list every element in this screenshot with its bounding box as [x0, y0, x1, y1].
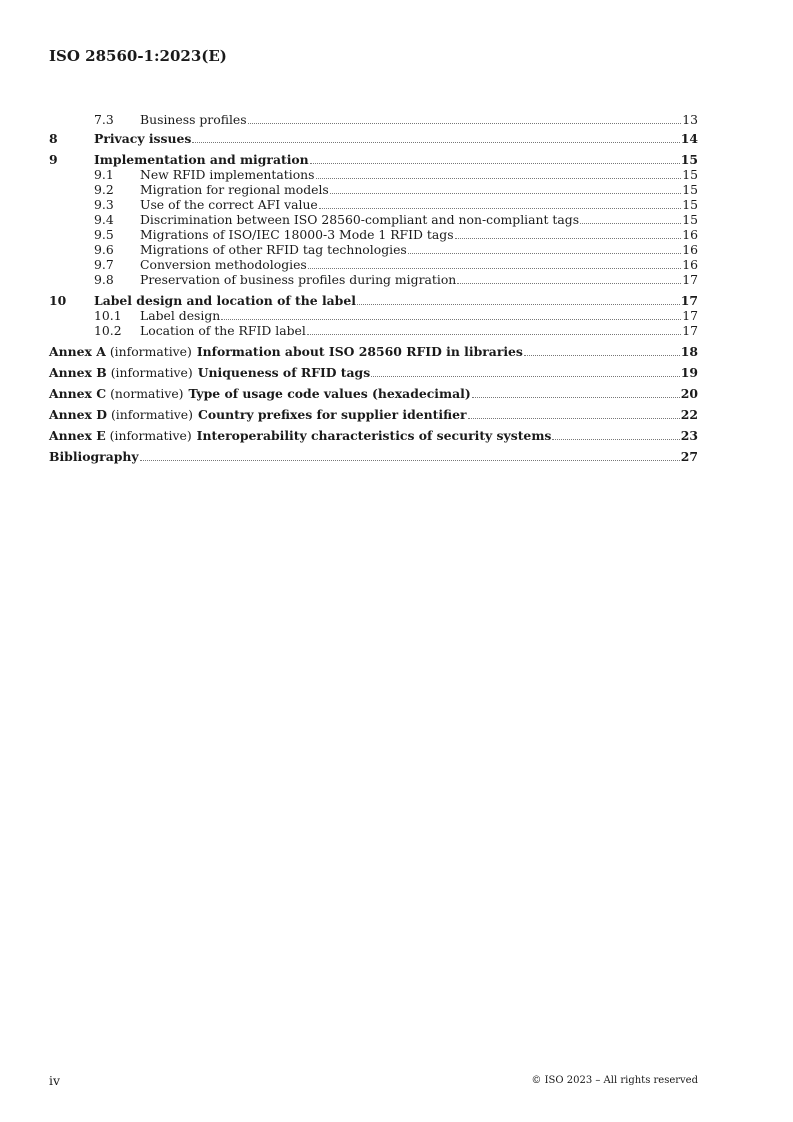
- toc-entry-7-3[interactable]: [49, 112, 698, 127]
- annex-label: Annex C: [49, 386, 107, 401]
- toc-page: 27: [680, 449, 698, 464]
- annex-type: (informative): [110, 365, 193, 380]
- annex-type: (normative): [110, 386, 184, 401]
- toc-leader: [357, 304, 680, 305]
- toc-title: Label design and location of the label: [94, 293, 356, 308]
- toc-leader: [310, 163, 680, 164]
- toc-entry-annex-a[interactable]: [49, 344, 698, 359]
- toc-number: 9: [49, 152, 58, 167]
- toc-title: [49, 386, 471, 401]
- toc-page: 13: [682, 112, 698, 127]
- toc-entry-9-3[interactable]: [49, 197, 698, 212]
- toc-title: Label design: [140, 308, 221, 323]
- toc-leader: [316, 178, 682, 179]
- toc-page: 19: [680, 365, 698, 380]
- table-of-contents: [49, 112, 698, 464]
- annex-title: Uniqueness of RFID tags: [197, 365, 371, 380]
- toc-leader: [524, 355, 680, 356]
- toc-entry-annex-c[interactable]: [49, 386, 698, 401]
- toc-title: New RFID implementations: [140, 167, 315, 182]
- annex-type: (informative): [109, 344, 192, 359]
- toc-page: 17: [682, 272, 698, 287]
- toc-page: 17: [682, 323, 698, 338]
- toc-page: 17: [680, 293, 698, 308]
- annex-label: Annex B: [49, 365, 107, 380]
- toc-leader: [408, 253, 681, 254]
- toc-number: 9.5: [94, 227, 114, 242]
- toc-leader: [330, 193, 681, 194]
- toc-entry-bibliography[interactable]: [49, 449, 698, 464]
- toc-leader: [307, 334, 681, 335]
- toc-number: 9.6: [94, 242, 114, 257]
- toc-leader: [192, 142, 679, 143]
- toc-number: 9.1: [94, 167, 114, 182]
- toc-leader: [371, 376, 680, 377]
- toc-page: 15: [682, 182, 698, 197]
- toc-title: Implementation and migration: [94, 152, 309, 167]
- toc-number: 8: [49, 131, 58, 146]
- annex-label: Annex A: [49, 344, 106, 359]
- toc-entry-annex-d[interactable]: [49, 407, 698, 422]
- toc-title: Privacy issues: [94, 131, 192, 146]
- toc-number: 9.4: [94, 212, 114, 227]
- toc-title: Conversion methodologies: [140, 257, 307, 272]
- toc-page: 15: [680, 152, 698, 167]
- toc-leader: [248, 123, 682, 124]
- toc-number: 10: [49, 293, 67, 308]
- toc-page: 23: [680, 428, 698, 443]
- toc-entry-9-5[interactable]: [49, 227, 698, 242]
- toc-title: Migrations of ISO/IEC 18000-3 Mode 1 RFID tags: [140, 227, 454, 242]
- document-id: ISO 28560-1:2023(E): [49, 47, 227, 65]
- toc-title: Preservation of business profiles during migration: [140, 272, 457, 287]
- annex-label: Annex D: [49, 407, 107, 422]
- annex-type: (informative): [110, 407, 193, 422]
- toc-title: Business profiles: [140, 112, 247, 127]
- annex-title: Information about ISO 28560 RFID in libraries: [196, 344, 523, 359]
- toc-leader: [221, 319, 681, 320]
- toc-page: 15: [682, 197, 698, 212]
- toc-number: 7.3: [94, 112, 114, 127]
- toc-leader: [455, 238, 682, 239]
- toc-entry-10-1[interactable]: [49, 308, 698, 323]
- toc-page: 15: [682, 167, 698, 182]
- toc-title: [49, 365, 370, 380]
- toc-title: [49, 407, 467, 422]
- toc-entry-annex-e[interactable]: [49, 428, 698, 443]
- annex-title: Country prefixes for supplier identifier: [197, 407, 467, 422]
- toc-entry-9-7[interactable]: [49, 257, 698, 272]
- toc-number: 9.8: [94, 272, 114, 287]
- toc-title: Migration for regional models: [140, 182, 329, 197]
- toc-number: 9.3: [94, 197, 114, 212]
- toc-page: 16: [682, 257, 698, 272]
- toc-entry-9-4[interactable]: [49, 212, 698, 227]
- toc-leader: [308, 268, 681, 269]
- toc-title: [49, 428, 551, 443]
- toc-entry-10[interactable]: [49, 293, 698, 308]
- toc-page: 14: [680, 131, 698, 146]
- toc-page: 15: [682, 212, 698, 227]
- toc-entry-annex-b[interactable]: [49, 365, 698, 380]
- toc-page: 16: [682, 227, 698, 242]
- toc-entry-10-2[interactable]: [49, 323, 698, 338]
- annex-label: Annex E: [49, 428, 106, 443]
- toc-title: Discrimination between ISO 28560-compliant and non-compliant tags: [140, 212, 580, 227]
- copyright-notice: © ISO 2023 – All rights reserved: [531, 1075, 698, 1086]
- toc-entry-9[interactable]: [49, 152, 698, 167]
- toc-title: Use of the correct AFI value: [140, 197, 318, 212]
- toc-title: Bibliography: [49, 449, 139, 464]
- toc-leader: [472, 397, 680, 398]
- toc-page: 22: [680, 407, 698, 422]
- toc-page: 17: [682, 308, 698, 323]
- toc-page: 18: [680, 344, 698, 359]
- toc-page: 16: [682, 242, 698, 257]
- toc-number: 9.2: [94, 182, 114, 197]
- toc-entry-9-8[interactable]: [49, 272, 698, 287]
- annex-title: Type of usage code values (hexadecimal): [188, 386, 471, 401]
- annex-title: Interoperability characteristics of security systems: [196, 428, 552, 443]
- toc-title: Migrations of other RFID tag technologies: [140, 242, 407, 257]
- page-number: iv: [49, 1073, 60, 1088]
- toc-leader: [140, 460, 680, 461]
- toc-leader: [552, 439, 679, 440]
- annex-type: (informative): [109, 428, 192, 443]
- toc-leader: [468, 418, 680, 419]
- toc-leader: [319, 208, 681, 209]
- toc-number: 10.2: [94, 323, 122, 338]
- toc-entry-9-2[interactable]: [49, 182, 698, 197]
- toc-entry-9-6[interactable]: [49, 242, 698, 257]
- toc-title: [49, 344, 523, 359]
- toc-title: Location of the RFID label: [140, 323, 306, 338]
- toc-number: 10.1: [94, 308, 122, 323]
- toc-page: 20: [680, 386, 698, 401]
- toc-entry-9-1[interactable]: [49, 167, 698, 182]
- toc-leader: [457, 283, 681, 284]
- toc-leader: [580, 223, 681, 224]
- toc-entry-8[interactable]: [49, 131, 698, 146]
- toc-number: 9.7: [94, 257, 114, 272]
